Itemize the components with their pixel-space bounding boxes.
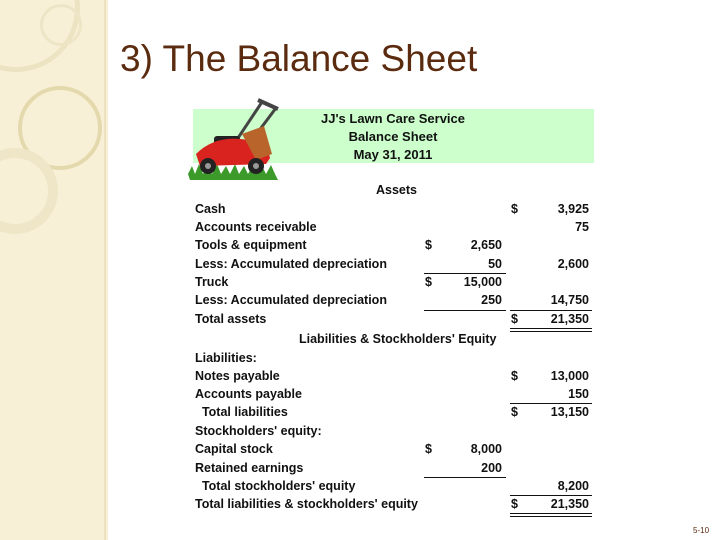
row-value-accounts-receivable: 75 (575, 220, 589, 234)
statement-name: Balance Sheet (348, 129, 438, 144)
dollar-sign: $ (511, 405, 518, 419)
underline (510, 310, 592, 311)
row-value-cash: 3,925 (557, 202, 589, 216)
row-label-total-stockholders-equity: Total stockholders' equity (195, 479, 356, 493)
statement-date: May 31, 2011 (353, 147, 433, 162)
row-value-total-assets: 21,350 (550, 312, 589, 326)
row-value-net-tools: 2,600 (557, 257, 589, 271)
row-value-retained-earnings: 200 (481, 461, 502, 475)
row-value-total-liabilities-equity: 21,350 (550, 497, 589, 511)
row-label-total-liabilities: Total liabilities (195, 405, 288, 419)
row-value-tools-equipment: 2,650 (470, 238, 502, 252)
dollar-sign: $ (511, 497, 518, 511)
row-value-total-stockholders-equity: 8,200 (557, 479, 589, 493)
underline (510, 403, 592, 404)
dollar-sign: $ (425, 238, 432, 252)
row-label-total-liabilities-equity: Total liabilities & stockholders' equity (195, 497, 418, 511)
dollar-sign: $ (511, 202, 518, 216)
underline (510, 495, 592, 496)
row-label-retained-earnings: Retained earnings (195, 461, 304, 475)
underline (424, 310, 506, 311)
underline (424, 477, 506, 478)
dollar-sign: $ (511, 312, 518, 326)
row-label-total-assets: Total assets (195, 312, 267, 326)
underline (424, 273, 506, 274)
liabilities-equity-heading: Liabilities & Stockholders' Equity (299, 332, 497, 346)
row-value-accum-depr-tools: 50 (488, 257, 502, 271)
row-label-capital-stock: Capital stock (195, 442, 273, 456)
row-label-accum-depr-tools: Less: Accumulated depreciation (195, 257, 387, 271)
slide-title: 3) The Balance Sheet (120, 38, 478, 79)
row-label-accum-depr-truck: Less: Accumulated depreciation (195, 293, 387, 307)
row-value-accounts-payable: 150 (568, 387, 589, 401)
lawn-mower-icon (186, 94, 286, 186)
row-value-notes-payable: 13,000 (550, 369, 589, 383)
row-label-truck: Truck (195, 275, 229, 289)
row-label-liabilities: Liabilities: (195, 351, 257, 365)
double-underline (510, 516, 592, 517)
row-value-capital-stock: 8,000 (470, 442, 502, 456)
row-value-net-truck: 14,750 (550, 293, 589, 307)
row-label-cash: Cash (195, 202, 226, 216)
assets-heading: Assets (376, 183, 417, 197)
decorative-circle (40, 4, 82, 46)
decorative-sidebar (0, 0, 108, 540)
row-value-truck: 15,000 (463, 275, 502, 289)
row-label-accounts-payable: Accounts payable (195, 387, 302, 401)
row-value-total-liabilities: 13,150 (550, 405, 589, 419)
row-label-accounts-receivable: Accounts receivable (195, 220, 317, 234)
double-underline (510, 513, 592, 514)
dollar-sign: $ (425, 275, 432, 289)
company-name: JJ's Lawn Care Service (320, 111, 465, 126)
sidebar-divider (104, 0, 106, 540)
row-label-tools-equipment: Tools & equipment (195, 238, 307, 252)
slide-number: 5-10 (693, 526, 710, 535)
row-value-accum-depr-truck: 250 (481, 293, 502, 307)
row-label-notes-payable: Notes payable (195, 369, 280, 383)
double-underline (510, 331, 592, 332)
dollar-sign: $ (425, 442, 432, 456)
double-underline (510, 328, 592, 329)
row-label-stockholders-equity: Stockholders' equity: (195, 424, 322, 438)
dollar-sign: $ (511, 369, 518, 383)
